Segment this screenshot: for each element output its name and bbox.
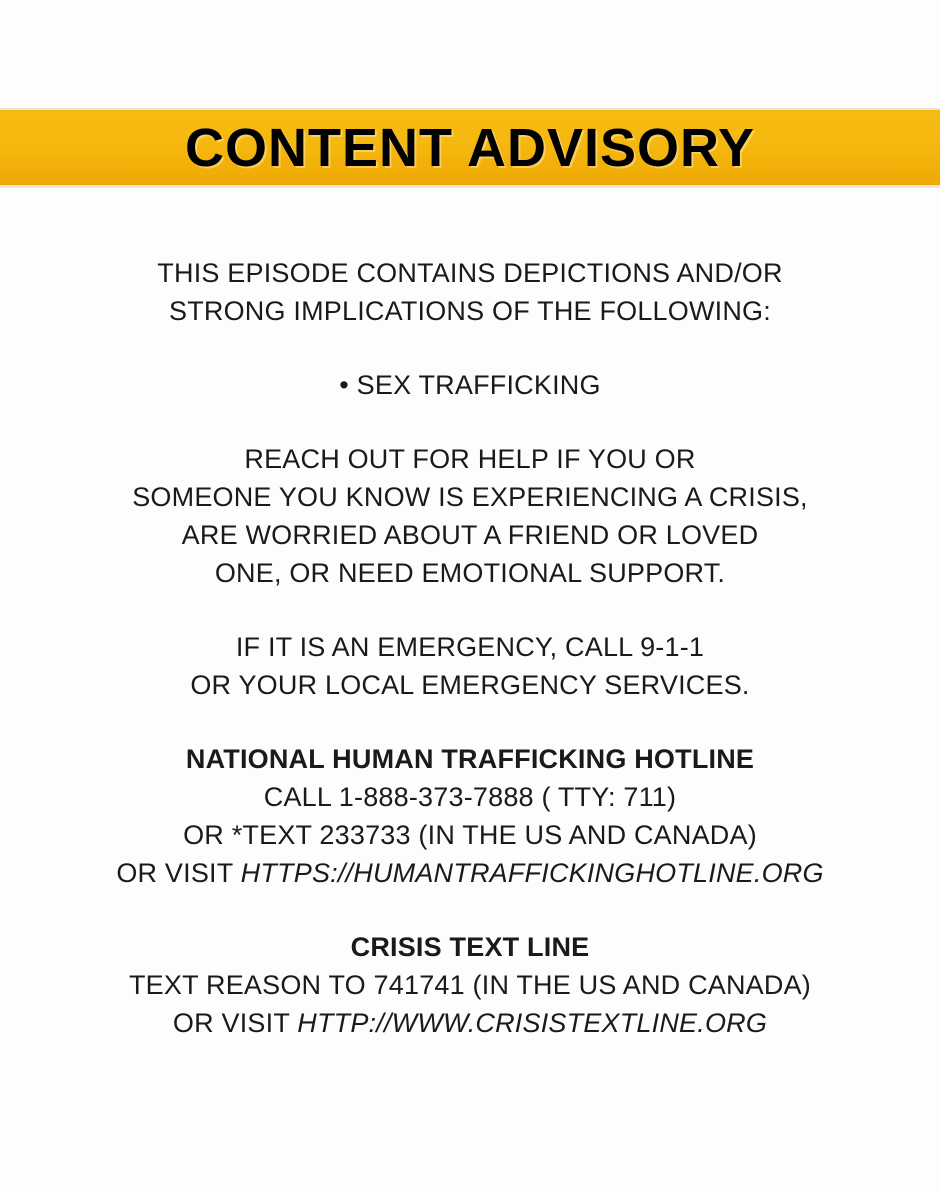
- page-title: CONTENT ADVISORY: [184, 117, 756, 178]
- emergency-line-1: IF IT IS AN EMERGENCY, CALL 9-1-1: [235, 632, 705, 662]
- intro-block: [157, 254, 782, 330]
- help-block: [132, 440, 808, 592]
- bottom-spacer: [0, 1082, 940, 1192]
- content-advisory-banner: [0, 108, 940, 188]
- hotline-url[interactable]: HTTPS://HUMANTRAFFICKINGHOTLINE.ORG: [240, 858, 824, 888]
- help-line-3: ARE WORRIED ABOUT A FRIEND OR LOVED: [181, 520, 759, 550]
- hotline-call-line: CALL 1-888-373-7888 ( TTY: 711): [263, 782, 677, 812]
- crisis-text-line-block: [129, 928, 811, 1042]
- crisis-visit-prefix: OR VISIT: [172, 1008, 298, 1038]
- hotline-name: NATIONAL HUMAN TRAFFICKING HOTLINE: [185, 744, 755, 774]
- intro-line-1: THIS EPISODE CONTAINS DEPICTIONS AND/OR: [157, 258, 783, 288]
- hotline-visit-prefix: OR VISIT: [116, 858, 241, 888]
- intro-line-2: STRONG IMPLICATIONS OF THE FOLLOWING:: [169, 296, 771, 326]
- hotline-block: [116, 740, 823, 892]
- crisis-text-line-url[interactable]: HTTP://WWW.CRISISTEXTLINE.ORG: [297, 1008, 768, 1038]
- help-line-1: REACH OUT FOR HELP IF YOU OR: [244, 444, 696, 474]
- help-line-2: SOMEONE YOU KNOW IS EXPERIENCING A CRISIS,: [132, 482, 808, 512]
- crisis-text-line-name: CRISIS TEXT LINE: [350, 932, 590, 962]
- help-line-4: ONE, OR NEED EMOTIONAL SUPPORT.: [214, 558, 726, 588]
- topic-item-sex-trafficking: • SEX TRAFFICKING: [339, 370, 601, 400]
- emergency-line-2: OR YOUR LOCAL EMERGENCY SERVICES.: [190, 670, 750, 700]
- crisis-text-line-text: TEXT REASON TO 741741 (IN THE US AND CANADA): [128, 970, 811, 1000]
- topics-block: [339, 366, 600, 404]
- emergency-block: [190, 628, 749, 704]
- advisory-body: [0, 188, 940, 1082]
- crisis-text-line-visit: [129, 1004, 811, 1042]
- top-spacer: [0, 0, 940, 108]
- hotline-visit-line: [116, 854, 823, 892]
- hotline-text-line: OR *TEXT 233733 (IN THE US AND CANADA): [183, 820, 757, 850]
